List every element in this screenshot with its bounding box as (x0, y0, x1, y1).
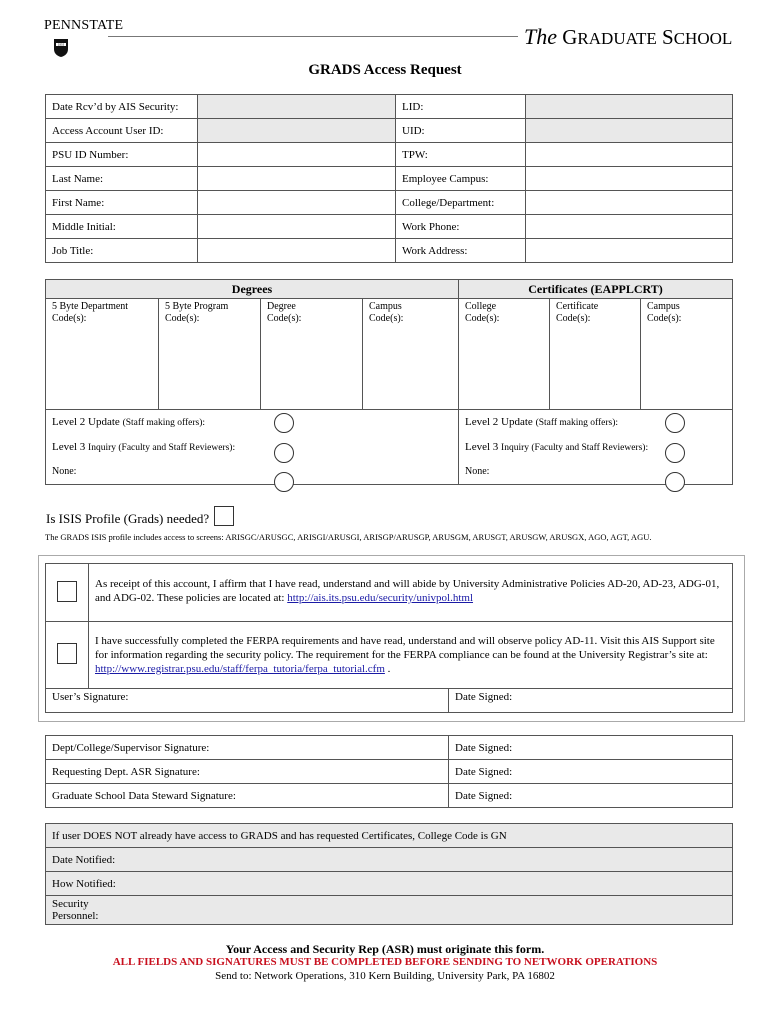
code-col-label: Certificate (556, 301, 599, 312)
code-col-label: Degree (267, 301, 296, 312)
level3-label: Level 3 (52, 441, 86, 453)
degrees-none-option: None: (46, 460, 459, 485)
job-title-field[interactable] (198, 239, 396, 263)
certificates-level2-option (459, 410, 733, 435)
user-signature-field[interactable]: User’s Signature: (46, 689, 449, 713)
isis-needed-checkbox[interactable] (214, 506, 234, 526)
signature-row (46, 760, 733, 784)
certificates-level3-option (459, 435, 733, 460)
footer-send-to: Send to: Network Operations, 310 Kern Building, University Park, PA 16802 (215, 970, 555, 982)
footer-asr-notice: Your Access and Security Rep (ASR) must originate this form. (225, 942, 545, 956)
lid-field[interactable] (526, 95, 733, 119)
info-label-work-phone: Work Phone: (396, 215, 526, 239)
info-label-lid: LID: (396, 95, 526, 119)
code-col-label: Campus (369, 301, 402, 312)
degree-campus-codes-cell[interactable] (363, 299, 459, 410)
work-phone-field[interactable] (526, 215, 733, 239)
info-label-psu-id: PSU ID Number: (46, 143, 198, 167)
code-col-label: Code(s): (52, 313, 87, 324)
gn-note: If user DOES NOT already have access to GRADS and has requested Certificates, College Code is GN (46, 824, 733, 848)
signature-row (46, 736, 733, 760)
code-col-label: Code(s): (369, 313, 404, 324)
code-col-label: Code(s): (465, 313, 500, 324)
certificates-none-radio[interactable] (665, 472, 685, 492)
ferpa-end: . (384, 663, 391, 675)
pennstate-shield-icon (53, 38, 69, 58)
security-notes-table (45, 823, 733, 925)
school-title-the: The (524, 24, 557, 49)
supervisor-date-field[interactable]: Date Signed: (449, 736, 733, 760)
security-personnel-field[interactable] (46, 896, 733, 925)
ferpa-affirm-checkbox[interactable] (57, 643, 77, 664)
certificate-campus-codes-cell[interactable] (641, 299, 733, 410)
employee-campus-field[interactable] (526, 167, 733, 191)
pennstate-logo-text: PENNSTATE (44, 18, 124, 33)
approval-signatures-table (45, 735, 733, 808)
code-col-label: 5 Byte Department (52, 301, 129, 312)
asr-date-field[interactable]: Date Signed: (449, 760, 733, 784)
level2-sub-label: (Staff making offers): (122, 418, 206, 429)
certificates-none-option: None: (459, 460, 733, 485)
info-label-date-received: Date Rcv’d by AIS Security: (46, 95, 198, 119)
level2-label: Level 2 Update (52, 416, 120, 429)
department-codes-cell[interactable] (46, 299, 159, 410)
ferpa-check-cell (46, 622, 89, 689)
degrees-level3-radio[interactable] (274, 443, 294, 463)
info-row (46, 215, 733, 239)
certificates-heading: Certificates (EAPPLCRT) (459, 280, 733, 299)
info-label-last-name: Last Name: (46, 167, 198, 191)
level3-sub-label: Inquiry (Faculty and Staff Reviewers): (88, 443, 236, 453)
data-steward-date-field[interactable]: Date Signed: (449, 784, 733, 808)
level3-sub-label: Inquiry (Faculty and Staff Reviewers): (501, 443, 649, 453)
degrees-heading: Degrees (46, 280, 459, 299)
school-title-s: S (662, 25, 674, 49)
work-address-field[interactable] (526, 239, 733, 263)
data-steward-signature-field[interactable]: Graduate School Data Steward Signature: (46, 784, 449, 808)
graduate-school-title (524, 24, 732, 50)
policy-link[interactable]: http://ais.its.psu.edu/security/univpol.html (287, 592, 474, 604)
info-label-work-address: Work Address: (396, 239, 526, 263)
ferpa-text: I have successfully completed the FERPA requirements and have read, understand and will observe policy AD-11. Visit this AIS Support site for information regarding the security policy. The requirement for the FERPA compliance can be found at the University Registrar’s site at: (95, 635, 715, 661)
signature-row (46, 784, 733, 808)
certificate-codes-cell[interactable] (550, 299, 641, 410)
info-row (46, 119, 733, 143)
program-codes-cell[interactable] (159, 299, 261, 410)
code-col-label: 5 Byte Program (165, 301, 229, 312)
logo-year: 1855 (57, 43, 65, 47)
certificates-level3-radio[interactable] (665, 443, 685, 463)
info-row (46, 191, 733, 215)
school-title-raduate: RADUATE (577, 29, 657, 48)
footer-warning: ALL FIELDS AND SIGNATURES MUST BE COMPLETED BEFORE SENDING TO NETWORK OPERATIONS (112, 956, 658, 968)
degrees-none-radio[interactable] (274, 472, 294, 492)
ferpa-affirmation-text (89, 622, 733, 689)
info-label-first-name: First Name: (46, 191, 198, 215)
info-label-uid: UID: (396, 119, 526, 143)
info-row (46, 239, 733, 263)
tpw-field[interactable] (526, 143, 733, 167)
info-row (46, 143, 733, 167)
form-title: GRADS Access Request (308, 62, 462, 78)
code-col-label: Code(s): (556, 313, 591, 324)
policy-check-cell (46, 564, 89, 622)
code-col-label: Code(s): (165, 313, 200, 324)
isis-question: Is ISIS Profile (Grads) needed? (46, 511, 210, 526)
code-col-label: College (465, 301, 497, 312)
info-label-middle-initial: Middle Initial: (46, 215, 198, 239)
info-label-job-title: Job Title: (46, 239, 198, 263)
policy-affirmation-text (89, 564, 733, 622)
ferpa-link[interactable]: http://www.registrar.psu.edu/staff/ferpa_tutoria/ferpa_tutorial.cfm (95, 663, 385, 675)
psu-id-field[interactable] (198, 143, 396, 167)
personnel-label: Personnel: (52, 910, 99, 922)
middle-initial-field[interactable] (198, 215, 396, 239)
degrees-level2-radio[interactable] (274, 413, 294, 433)
certificates-level2-radio[interactable] (665, 413, 685, 433)
info-label-employee-campus: Employee Campus: (396, 167, 526, 191)
date-notified-field[interactable]: Date Notified: (46, 848, 733, 872)
last-name-field[interactable] (198, 167, 396, 191)
degrees-level3-option (46, 435, 459, 460)
security-label: Security (52, 898, 89, 910)
info-label-college-department: College/Department: (396, 191, 526, 215)
college-codes-cell[interactable] (459, 299, 550, 410)
info-row (46, 95, 733, 119)
code-col-label: Code(s): (267, 313, 302, 324)
degrees-certificates-table (45, 279, 733, 485)
info-label-tpw: TPW: (396, 143, 526, 167)
school-title-g: G (562, 25, 578, 49)
code-col-label: Code(s): (647, 313, 682, 324)
level2-sub-label: (Staff making offers): (535, 418, 619, 429)
first-name-field[interactable] (198, 191, 396, 215)
uid-field[interactable] (526, 119, 733, 143)
college-department-field[interactable] (526, 191, 733, 215)
header-rule (108, 36, 518, 37)
info-row (46, 167, 733, 191)
date-received-field[interactable] (198, 95, 396, 119)
affirmation-table (45, 563, 733, 713)
isis-note: The GRADS ISIS profile includes access to screens: ARISGC/ARUSGC, ARISGI/ARUSGI, ARISGP/ARUSGP, ARUSGM, ARUSGT, ARUSGW, ARUSGX, AGO, AGT, AGU. (45, 532, 652, 542)
info-label-user-id: Access Account User ID: (46, 119, 198, 143)
how-notified-field[interactable]: How Notified: (46, 872, 733, 896)
degrees-level2-option (46, 410, 459, 435)
applicant-info-table (45, 94, 733, 263)
user-date-signed-field[interactable]: Date Signed: (449, 689, 733, 713)
degree-codes-cell[interactable] (261, 299, 363, 410)
school-title-chool: CHOOL (673, 29, 733, 48)
policy-affirm-checkbox[interactable] (57, 581, 77, 602)
code-col-label: Campus (647, 301, 680, 312)
user-id-field[interactable] (198, 119, 396, 143)
policy-text: As receipt of this account, I affirm that I have read, understand and will abide by University Administrative Policies AD-20, AD-23, ADG-01, and ADG-02. These policies are located at: (95, 578, 720, 604)
asr-signature-field[interactable]: Requesting Dept. ASR Signature: (46, 760, 449, 784)
level3-label: Level 3 (465, 441, 499, 453)
level2-label: Level 2 Update (465, 416, 533, 429)
supervisor-signature-field[interactable]: Dept/College/Supervisor Signature: (46, 736, 449, 760)
